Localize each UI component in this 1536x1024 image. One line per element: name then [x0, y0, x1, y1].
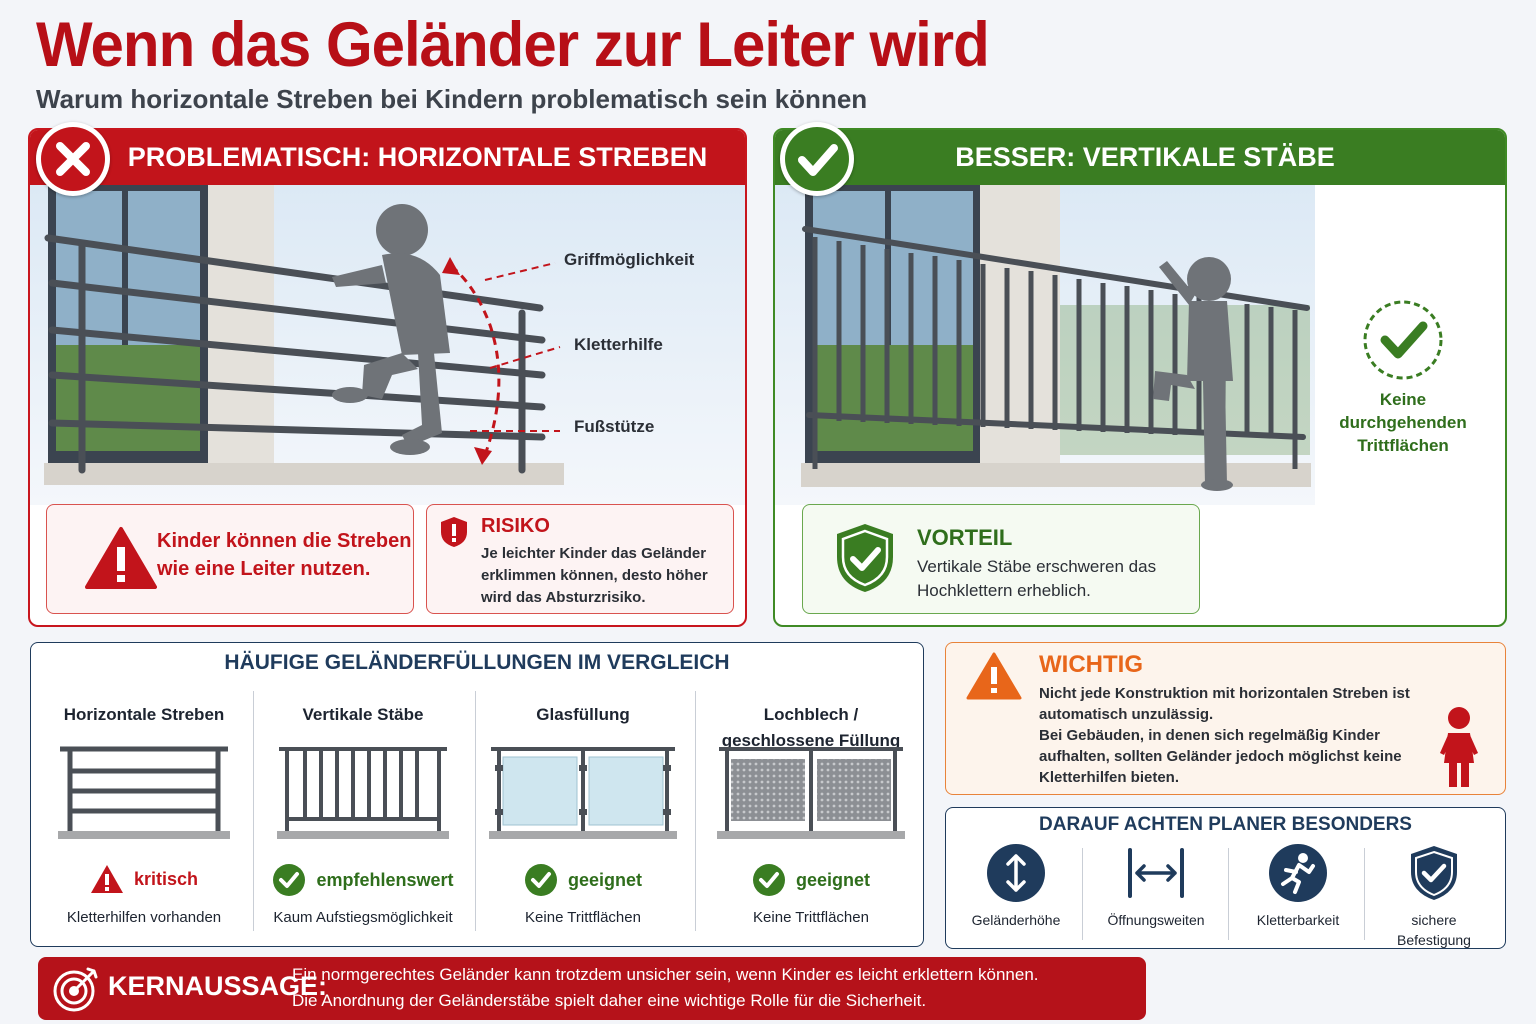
important-line: automatisch unzulässig. — [1039, 706, 1214, 723]
key-message-text — [292, 962, 1039, 1014]
warning-icon — [966, 651, 1022, 701]
child-icon — [1438, 705, 1480, 789]
panel-good-header — [775, 130, 1505, 185]
width-arrow-icon — [1118, 844, 1194, 902]
height-arrow-icon — [987, 844, 1045, 902]
col-name: Lochblech / — [763, 705, 859, 724]
key-message-label: KERNAUSSAGE: — [108, 971, 328, 1001]
warning-box — [46, 504, 414, 614]
col-name-line2: geschlossene Füllung — [721, 731, 901, 750]
important-title: WICHTIG — [1039, 651, 1143, 678]
advantage-text-line1: Vertikale Stäbe erschweren das — [917, 557, 1157, 576]
col-note: Kaum Aufstiegsmöglichkeit — [273, 909, 453, 926]
col-name: Vertikale Stäbe — [302, 705, 424, 724]
key-message-bar — [38, 957, 1146, 1020]
advantage-box — [802, 504, 1200, 614]
risk-text-line2: erklimmen können, desto höher — [481, 567, 708, 584]
no-foothold-note-line2: durchgehenden — [1339, 413, 1467, 432]
page-title: Wenn das Geländer zur Leiter wird — [36, 9, 989, 80]
planner-label: Kletterbarkeit — [1256, 912, 1340, 928]
warning-text-line1: Kinder können die Streben — [157, 530, 412, 552]
col-note: Keine Trittflächen — [525, 909, 641, 926]
rating-critical: kritisch — [45, 863, 243, 895]
check-icon — [272, 863, 306, 897]
risk-text-line3: wird das Absturzrisiko. — [481, 589, 646, 606]
warning-icon — [90, 863, 124, 895]
close-x-icon — [36, 122, 110, 196]
rating-suitable: geeignet — [483, 863, 683, 897]
planner-item-height — [946, 844, 1086, 944]
col-name: Glasfüllung — [536, 705, 630, 724]
planner-title: DARAUF ACHTEN PLANER BESONDERS — [1039, 814, 1412, 835]
check-icon — [524, 863, 558, 897]
target-icon — [52, 965, 100, 1013]
important-text — [1039, 683, 1419, 788]
rating-suitable: geeignet — [705, 863, 917, 897]
planner-item-climbability — [1228, 844, 1368, 944]
good-badge — [780, 122, 854, 196]
planner-label: sichere Befestigung — [1397, 912, 1471, 948]
panel-good-title: BESSER: VERTIKALE STÄBE — [955, 142, 1335, 172]
comparison-divider — [475, 691, 476, 931]
comparison-col-glass — [483, 687, 683, 937]
key-message-line2: Die Anordnung der Geländerstäbe spielt daher eine wichtige Rolle für die Sicherheit. — [292, 991, 927, 1010]
panel-bad-title: PROBLEMATISCH: HORIZONTALE STREBEN — [127, 142, 708, 172]
comparison-col-vertical — [263, 687, 463, 937]
col-name: Horizontale Streben — [63, 705, 225, 724]
comparison-panel — [30, 642, 924, 947]
horizontal-railing-illustration — [58, 743, 230, 843]
no-foothold-note-line3: Trittflächen — [1357, 436, 1449, 455]
panel-bad-header — [30, 130, 745, 185]
planner-label: Öffnungsweiten — [1107, 912, 1205, 928]
vertical-railing-illustration — [277, 743, 449, 843]
advantage-title: VORTEIL — [917, 525, 1013, 550]
risk-title: RISIKO — [481, 515, 550, 537]
important-line: Bei Gebäuden, in denen sich regelmäßig Kinder — [1039, 727, 1380, 744]
comparison-col-perforated — [705, 687, 917, 937]
shield-check-icon — [833, 521, 897, 595]
important-box — [945, 642, 1506, 795]
warning-triangle-icon — [85, 525, 157, 591]
risk-text-line1: Je leichter Kinder das Geländer — [481, 545, 707, 562]
warning-text-line2: wie eine Leiter nutzen. — [157, 558, 371, 580]
glass-railing-illustration — [489, 743, 677, 843]
callout-foothold: Fußstütze — [574, 417, 655, 436]
check-icon — [780, 122, 854, 196]
no-foothold-note-line1: Keine — [1379, 390, 1427, 409]
planner-divider — [1082, 848, 1083, 940]
perforated-railing-illustration — [717, 743, 905, 843]
risk-box — [426, 504, 734, 614]
shield-check-icon — [1405, 844, 1463, 902]
comparison-divider — [695, 691, 696, 931]
important-line: Nicht jede Konstruktion mit horizontalen Streben ist — [1039, 685, 1410, 702]
callout-climbing-aid: Kletterhilfe — [574, 335, 663, 354]
comparison-divider — [253, 691, 254, 931]
col-note: Kletterhilfen vorhanden — [66, 909, 222, 926]
bad-badge — [36, 122, 110, 196]
comparison-col-horizontal — [45, 687, 243, 937]
check-icon — [752, 863, 786, 897]
shield-alert-icon — [439, 515, 469, 549]
rating-recommended: empfehlenswert — [263, 863, 463, 897]
advantage-text-line2: Hochklettern erheblich. — [917, 581, 1091, 600]
important-line: aufhalten, sollten Geländer jedoch möglichst keine — [1039, 748, 1402, 765]
planner-item-openings — [1086, 844, 1226, 944]
planner-item-fixing — [1364, 844, 1504, 948]
climbing-person-icon — [1269, 844, 1327, 902]
key-message-line1: Ein normgerechtes Geländer kann trotzdem unsicher sein, wenn Kinder es leicht erklettern können. — [292, 965, 1039, 984]
callout-grip: Griffmöglichkeit — [564, 250, 695, 269]
planner-box — [945, 807, 1506, 949]
check-circle-icon — [1361, 298, 1445, 382]
comparison-title: HÄUFIGE GELÄNDERFÜLLUNGEN IM VERGLEICH — [224, 651, 730, 674]
panel-vertical-bars — [773, 128, 1507, 627]
panel-horizontal-struts — [28, 128, 747, 627]
planner-label: Geländerhöhe — [971, 912, 1061, 928]
page-subtitle: Warum horizontale Streben bei Kindern problematisch sein können — [36, 84, 868, 114]
col-note: Keine Trittflächen — [753, 909, 869, 926]
important-line: Kletterhilfen bieten. — [1039, 769, 1180, 786]
